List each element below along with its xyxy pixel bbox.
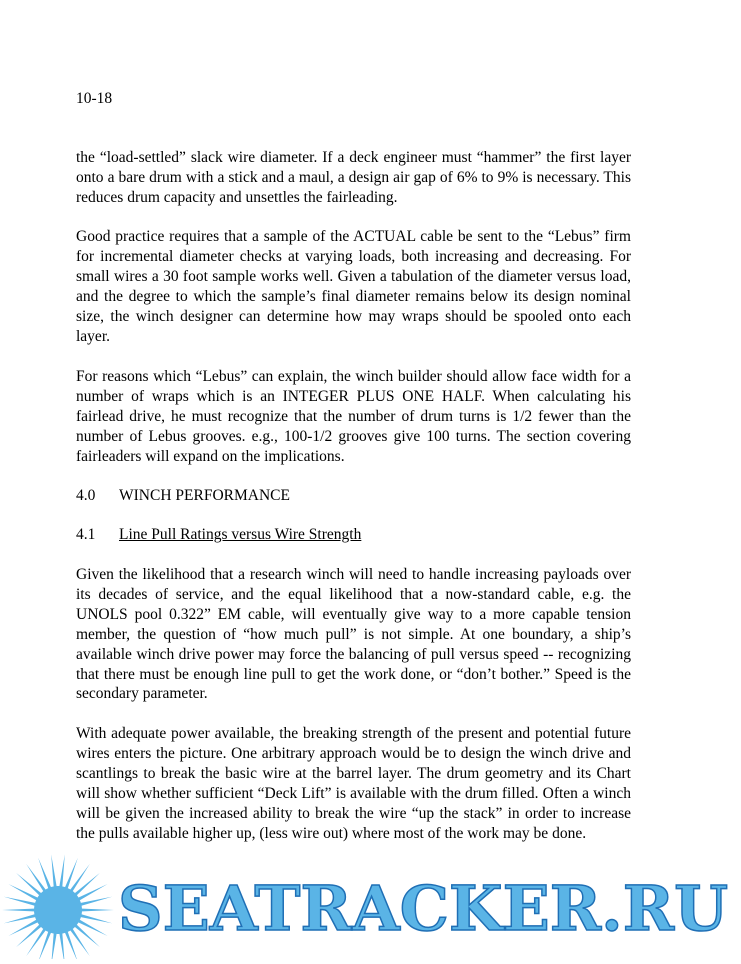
section-number: 4.1 <box>76 526 96 543</box>
watermark <box>0 848 741 959</box>
section-number: 4.0 <box>76 487 96 504</box>
page-number: 10-18 <box>76 90 113 107</box>
watermark-text: SEATRACKER.RU <box>118 872 728 945</box>
sun-rays-icon <box>2 854 114 959</box>
paragraph-research-winch: Given the likelihood that a research winch will need to handle increasing payloads over its decades of service, and the equal likelihood that a now-standard cable, e.g. the UNOLS pool 0.322” EM cable, will eventually give way to a more capable tension member, the question of “how much pull” is not simple. At one boundary, a ship’s available winch drive power may force the balancing of pull versus speed -- recognizing that there must be enough line pull to get the work done, or “don’t bother.” Speed is the secondary parameter. <box>76 566 631 703</box>
section-title: Line Pull Ratings versus Wire Strength <box>119 526 362 543</box>
paragraph-adequate-power: With adequate power available, the breaking strength of the present and potential future wires enters the picture. One arbitrary approach would be to design the winch drive and scantlings to break the basic wire at the barrel layer. The drum geometry and its Chart will show whether sufficient “Deck Lift” is available with the drum filled. Often a winch will be given the increased ability to break the wire “up the stack” in order to increase the pulls available higher up, (less wire out) where most of the work may be done. <box>76 725 631 842</box>
watermark-graphic <box>0 848 741 959</box>
paragraph-lebus-reasons: For reasons which “Lebus” can explain, the winch builder should allow face width for a number of wraps which is an INTEGER PLUS ONE HALF. When calculating his fairlead drive, he must recognize that the number of drum turns is 1/2 fewer than the number of Lebus grooves. e.g., 100-1/2 grooves give 100 turns. The section covering fairleaders will expand on the implications. <box>76 368 631 465</box>
section-heading-4-0 <box>76 486 290 506</box>
section-heading-4-1 <box>76 525 361 545</box>
paragraph-load-settled: the “load-settled” slack wire diameter. If a deck engineer must “hammer” the first layer onto a bare drum with a stick and a maul, a design air gap of 6% to 9% is necessary. This reduces drum capacity and unsettles the fairleading. <box>76 149 631 206</box>
paragraph-good-practice: Good practice requires that a sample of the ACTUAL cable be sent to the “Lebus” firm for incremental diameter checks at varying loads, both increasing and decreasing. For small wires a 30 foot sample works well. Given a tabulation of the diameter versus load, and the degree to which the sample’s final diameter remains below its design nominal size, the winch designer can determine how may wraps should be spooled onto each layer. <box>76 228 631 345</box>
sun-disc <box>34 886 82 934</box>
section-title: WINCH PERFORMANCE <box>119 487 290 504</box>
